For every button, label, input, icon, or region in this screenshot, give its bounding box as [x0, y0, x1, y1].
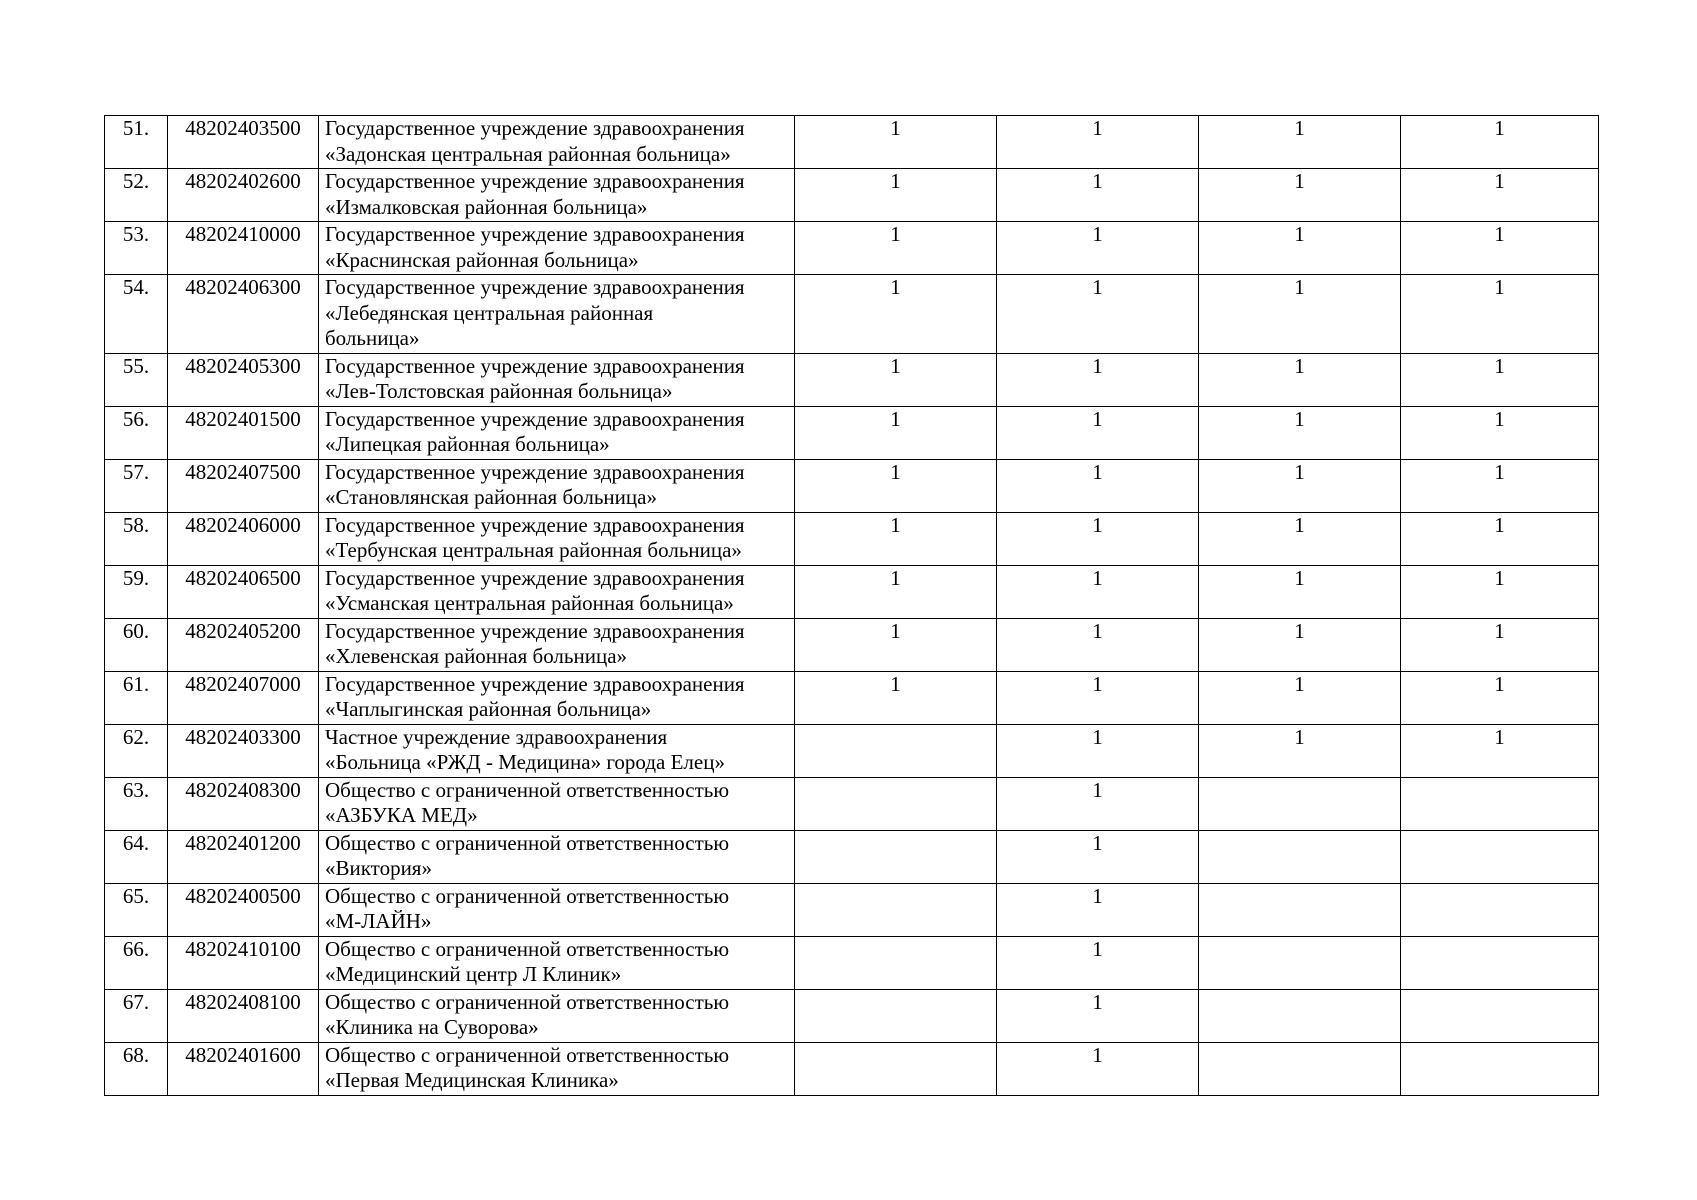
row-value-1 [795, 989, 997, 1042]
row-value-4: 1 [1401, 222, 1599, 275]
row-name-line: «Усманская центральная районная больница» [325, 591, 734, 615]
row-value-4: 1 [1401, 169, 1599, 222]
row-number: 60. [105, 618, 168, 671]
row-value-3: 1 [1199, 116, 1401, 169]
table-row [105, 116, 1599, 169]
row-name-line: Общество с ограниченной ответственностью [325, 989, 730, 1014]
row-value-2: 1 [997, 222, 1199, 275]
row-value-4: 1 [1401, 116, 1599, 169]
row-code: 48202407500 [168, 459, 319, 512]
row-name [319, 169, 795, 222]
row-name-line: Государственное учреждение здравоохранения [325, 671, 745, 696]
row-code: 48202406000 [168, 512, 319, 565]
table-row [105, 565, 1599, 618]
row-value-4: 1 [1401, 275, 1599, 354]
row-name [319, 353, 795, 406]
row-name-line: Государственное учреждение здравоохранения [325, 275, 745, 299]
row-value-4 [1401, 1042, 1599, 1095]
row-number: 51. [105, 116, 168, 169]
row-value-3: 1 [1199, 512, 1401, 565]
row-name-line: «Тербунская центральная районная больница» [325, 538, 742, 562]
row-value-3 [1199, 777, 1401, 830]
row-value-1: 1 [795, 459, 997, 512]
row-value-2: 1 [997, 459, 1199, 512]
row-name-line: «Лев-Толстовская районная больница» [325, 379, 673, 403]
row-code: 48202400500 [168, 883, 319, 936]
row-name-line: «АЗБУКА МЕД» [325, 803, 478, 827]
row-value-3: 1 [1199, 222, 1401, 275]
row-value-2: 1 [997, 1042, 1199, 1095]
row-value-4: 1 [1401, 671, 1599, 724]
row-code: 48202401500 [168, 406, 319, 459]
row-value-3: 1 [1199, 671, 1401, 724]
table-row [105, 777, 1599, 830]
row-name-line: Государственное учреждение здравоохранения [325, 565, 745, 590]
row-number: 61. [105, 671, 168, 724]
row-code: 48202403500 [168, 116, 319, 169]
row-name-line: «Виктория» [325, 856, 432, 880]
row-value-1 [795, 724, 997, 777]
row-code: 48202407000 [168, 671, 319, 724]
row-value-2: 1 [997, 671, 1199, 724]
row-code: 48202401200 [168, 830, 319, 883]
row-name-line: Государственное учреждение здравоохранения [325, 406, 745, 431]
table-row [105, 1042, 1599, 1095]
row-number: 58. [105, 512, 168, 565]
row-name-line: «Чаплыгинская районная больница» [325, 697, 652, 721]
row-name [319, 406, 795, 459]
row-name-line: «Больница «РЖД - Медицина» города Елец» [325, 750, 725, 774]
row-name [319, 830, 795, 883]
table-row [105, 830, 1599, 883]
row-name-line: «Краснинская районная больница» [325, 247, 639, 272]
row-name [319, 222, 795, 275]
row-name-line: Государственное учреждение здравоохранения [325, 222, 745, 246]
row-value-1: 1 [795, 222, 997, 275]
row-number: 53. [105, 222, 168, 275]
row-name-line: Частное учреждение здравоохранения [325, 724, 668, 749]
row-value-2: 1 [997, 565, 1199, 618]
row-value-4: 1 [1401, 353, 1599, 406]
table-row [105, 671, 1599, 724]
row-name [319, 512, 795, 565]
row-code: 48202405300 [168, 353, 319, 406]
row-value-4: 1 [1401, 459, 1599, 512]
row-value-2: 1 [997, 169, 1199, 222]
row-number: 67. [105, 989, 168, 1042]
table-row [105, 989, 1599, 1042]
row-value-1: 1 [795, 512, 997, 565]
row-name-line: Общество с ограниченной ответственностью [325, 830, 730, 855]
row-value-4 [1401, 936, 1599, 989]
row-name-line: Государственное учреждение здравоохранения [325, 459, 745, 484]
row-value-1: 1 [795, 618, 997, 671]
table-row [105, 512, 1599, 565]
table-row [105, 353, 1599, 406]
row-value-3 [1199, 989, 1401, 1042]
row-name [319, 116, 795, 169]
row-value-4 [1401, 777, 1599, 830]
row-value-3: 1 [1199, 724, 1401, 777]
table-row [105, 406, 1599, 459]
row-value-1: 1 [795, 169, 997, 222]
row-value-3: 1 [1199, 565, 1401, 618]
row-name [319, 883, 795, 936]
row-name [319, 618, 795, 671]
row-value-3: 1 [1199, 618, 1401, 671]
row-name-line: Общество с ограниченной ответственностью [325, 777, 730, 802]
row-name-line: «Измалковская районная больница» [325, 194, 648, 219]
row-value-2: 1 [997, 989, 1199, 1042]
table-row [105, 169, 1599, 222]
row-value-2: 1 [997, 830, 1199, 883]
row-code: 48202406500 [168, 565, 319, 618]
row-value-1 [795, 936, 997, 989]
row-value-3: 1 [1199, 406, 1401, 459]
row-name-line: Государственное учреждение здравоохранения [325, 618, 745, 643]
row-number: 56. [105, 406, 168, 459]
row-value-1 [795, 777, 997, 830]
table-row [105, 222, 1599, 275]
row-value-2: 1 [997, 883, 1199, 936]
table-row [105, 883, 1599, 936]
row-code: 48202410100 [168, 936, 319, 989]
table-row [105, 724, 1599, 777]
row-value-2: 1 [997, 275, 1199, 354]
facility-table [104, 115, 1599, 1096]
row-value-4: 1 [1401, 724, 1599, 777]
row-code: 48202408300 [168, 777, 319, 830]
table-row [105, 936, 1599, 989]
row-name [319, 275, 795, 354]
row-value-3 [1199, 883, 1401, 936]
row-value-3: 1 [1199, 353, 1401, 406]
row-value-1 [795, 830, 997, 883]
row-number: 65. [105, 883, 168, 936]
row-name-line: «Липецкая районная больница» [325, 432, 610, 456]
row-code: 48202410000 [168, 222, 319, 275]
row-value-2: 1 [997, 936, 1199, 989]
row-value-2: 1 [997, 618, 1199, 671]
row-code: 48202405200 [168, 618, 319, 671]
row-value-2: 1 [997, 777, 1199, 830]
row-name-line: Государственное учреждение здравоохранения [325, 512, 745, 537]
row-name-line: Общество с ограниченной ответственностью [325, 883, 730, 908]
row-value-1 [795, 883, 997, 936]
row-name-line: больница» [325, 326, 420, 350]
row-value-1: 1 [795, 671, 997, 724]
row-name [319, 989, 795, 1042]
row-name [319, 936, 795, 989]
row-name-line: Общество с ограниченной ответственностью [325, 936, 730, 961]
row-name-line: «Хлевенская районная больница» [325, 644, 628, 668]
row-value-2: 1 [997, 116, 1199, 169]
row-code: 48202403300 [168, 724, 319, 777]
row-code: 48202408100 [168, 989, 319, 1042]
row-value-4 [1401, 830, 1599, 883]
row-name-line: «Клиника на Суворова» [325, 1015, 539, 1039]
row-value-1 [795, 1042, 997, 1095]
table-row [105, 459, 1599, 512]
row-number: 54. [105, 275, 168, 354]
row-value-4 [1401, 989, 1599, 1042]
row-value-1: 1 [795, 353, 997, 406]
row-name-line: Государственное учреждение здравоохранения [325, 169, 745, 193]
table-row [105, 275, 1599, 354]
row-value-1: 1 [795, 406, 997, 459]
row-value-4: 1 [1401, 406, 1599, 459]
row-value-3 [1199, 830, 1401, 883]
row-value-1: 1 [795, 565, 997, 618]
row-name-line: Общество с ограниченной ответственностью [325, 1042, 730, 1067]
row-name-line: Государственное учреждение здравоохранения [325, 116, 745, 140]
row-name-line: «Медицинский центр Л Клиник» [325, 962, 622, 986]
row-value-3 [1199, 1042, 1401, 1095]
row-code: 48202401600 [168, 1042, 319, 1095]
row-name [319, 777, 795, 830]
row-number: 64. [105, 830, 168, 883]
row-number: 68. [105, 1042, 168, 1095]
facility-table-body [105, 116, 1599, 1096]
row-name-line: «Задонская центральная районная больница» [325, 141, 731, 166]
row-code: 48202406300 [168, 275, 319, 354]
row-name [319, 565, 795, 618]
row-value-4: 1 [1401, 565, 1599, 618]
row-number: 63. [105, 777, 168, 830]
row-value-3 [1199, 936, 1401, 989]
row-name-line: «Первая Медицинская Клиника» [325, 1068, 619, 1092]
row-value-2: 1 [997, 724, 1199, 777]
row-number: 62. [105, 724, 168, 777]
row-value-4: 1 [1401, 618, 1599, 671]
row-name [319, 1042, 795, 1095]
row-number: 55. [105, 353, 168, 406]
row-value-3: 1 [1199, 169, 1401, 222]
row-name [319, 459, 795, 512]
row-name-line: «М-ЛАЙН» [325, 909, 432, 933]
row-value-2: 1 [997, 406, 1199, 459]
row-value-3: 1 [1199, 459, 1401, 512]
row-name-line: «Лебедянская центральная районная [325, 300, 654, 325]
table-row [105, 618, 1599, 671]
row-number: 57. [105, 459, 168, 512]
row-number: 52. [105, 169, 168, 222]
row-value-3: 1 [1199, 275, 1401, 354]
row-value-2: 1 [997, 512, 1199, 565]
row-name [319, 671, 795, 724]
row-name-line: «Становлянская районная больница» [325, 485, 657, 509]
row-value-2: 1 [997, 353, 1199, 406]
row-code: 48202402600 [168, 169, 319, 222]
row-value-1: 1 [795, 275, 997, 354]
row-name [319, 724, 795, 777]
row-value-4 [1401, 883, 1599, 936]
row-number: 59. [105, 565, 168, 618]
row-value-1: 1 [795, 116, 997, 169]
row-value-4: 1 [1401, 512, 1599, 565]
row-name-line: Государственное учреждение здравоохранения [325, 353, 745, 378]
row-number: 66. [105, 936, 168, 989]
